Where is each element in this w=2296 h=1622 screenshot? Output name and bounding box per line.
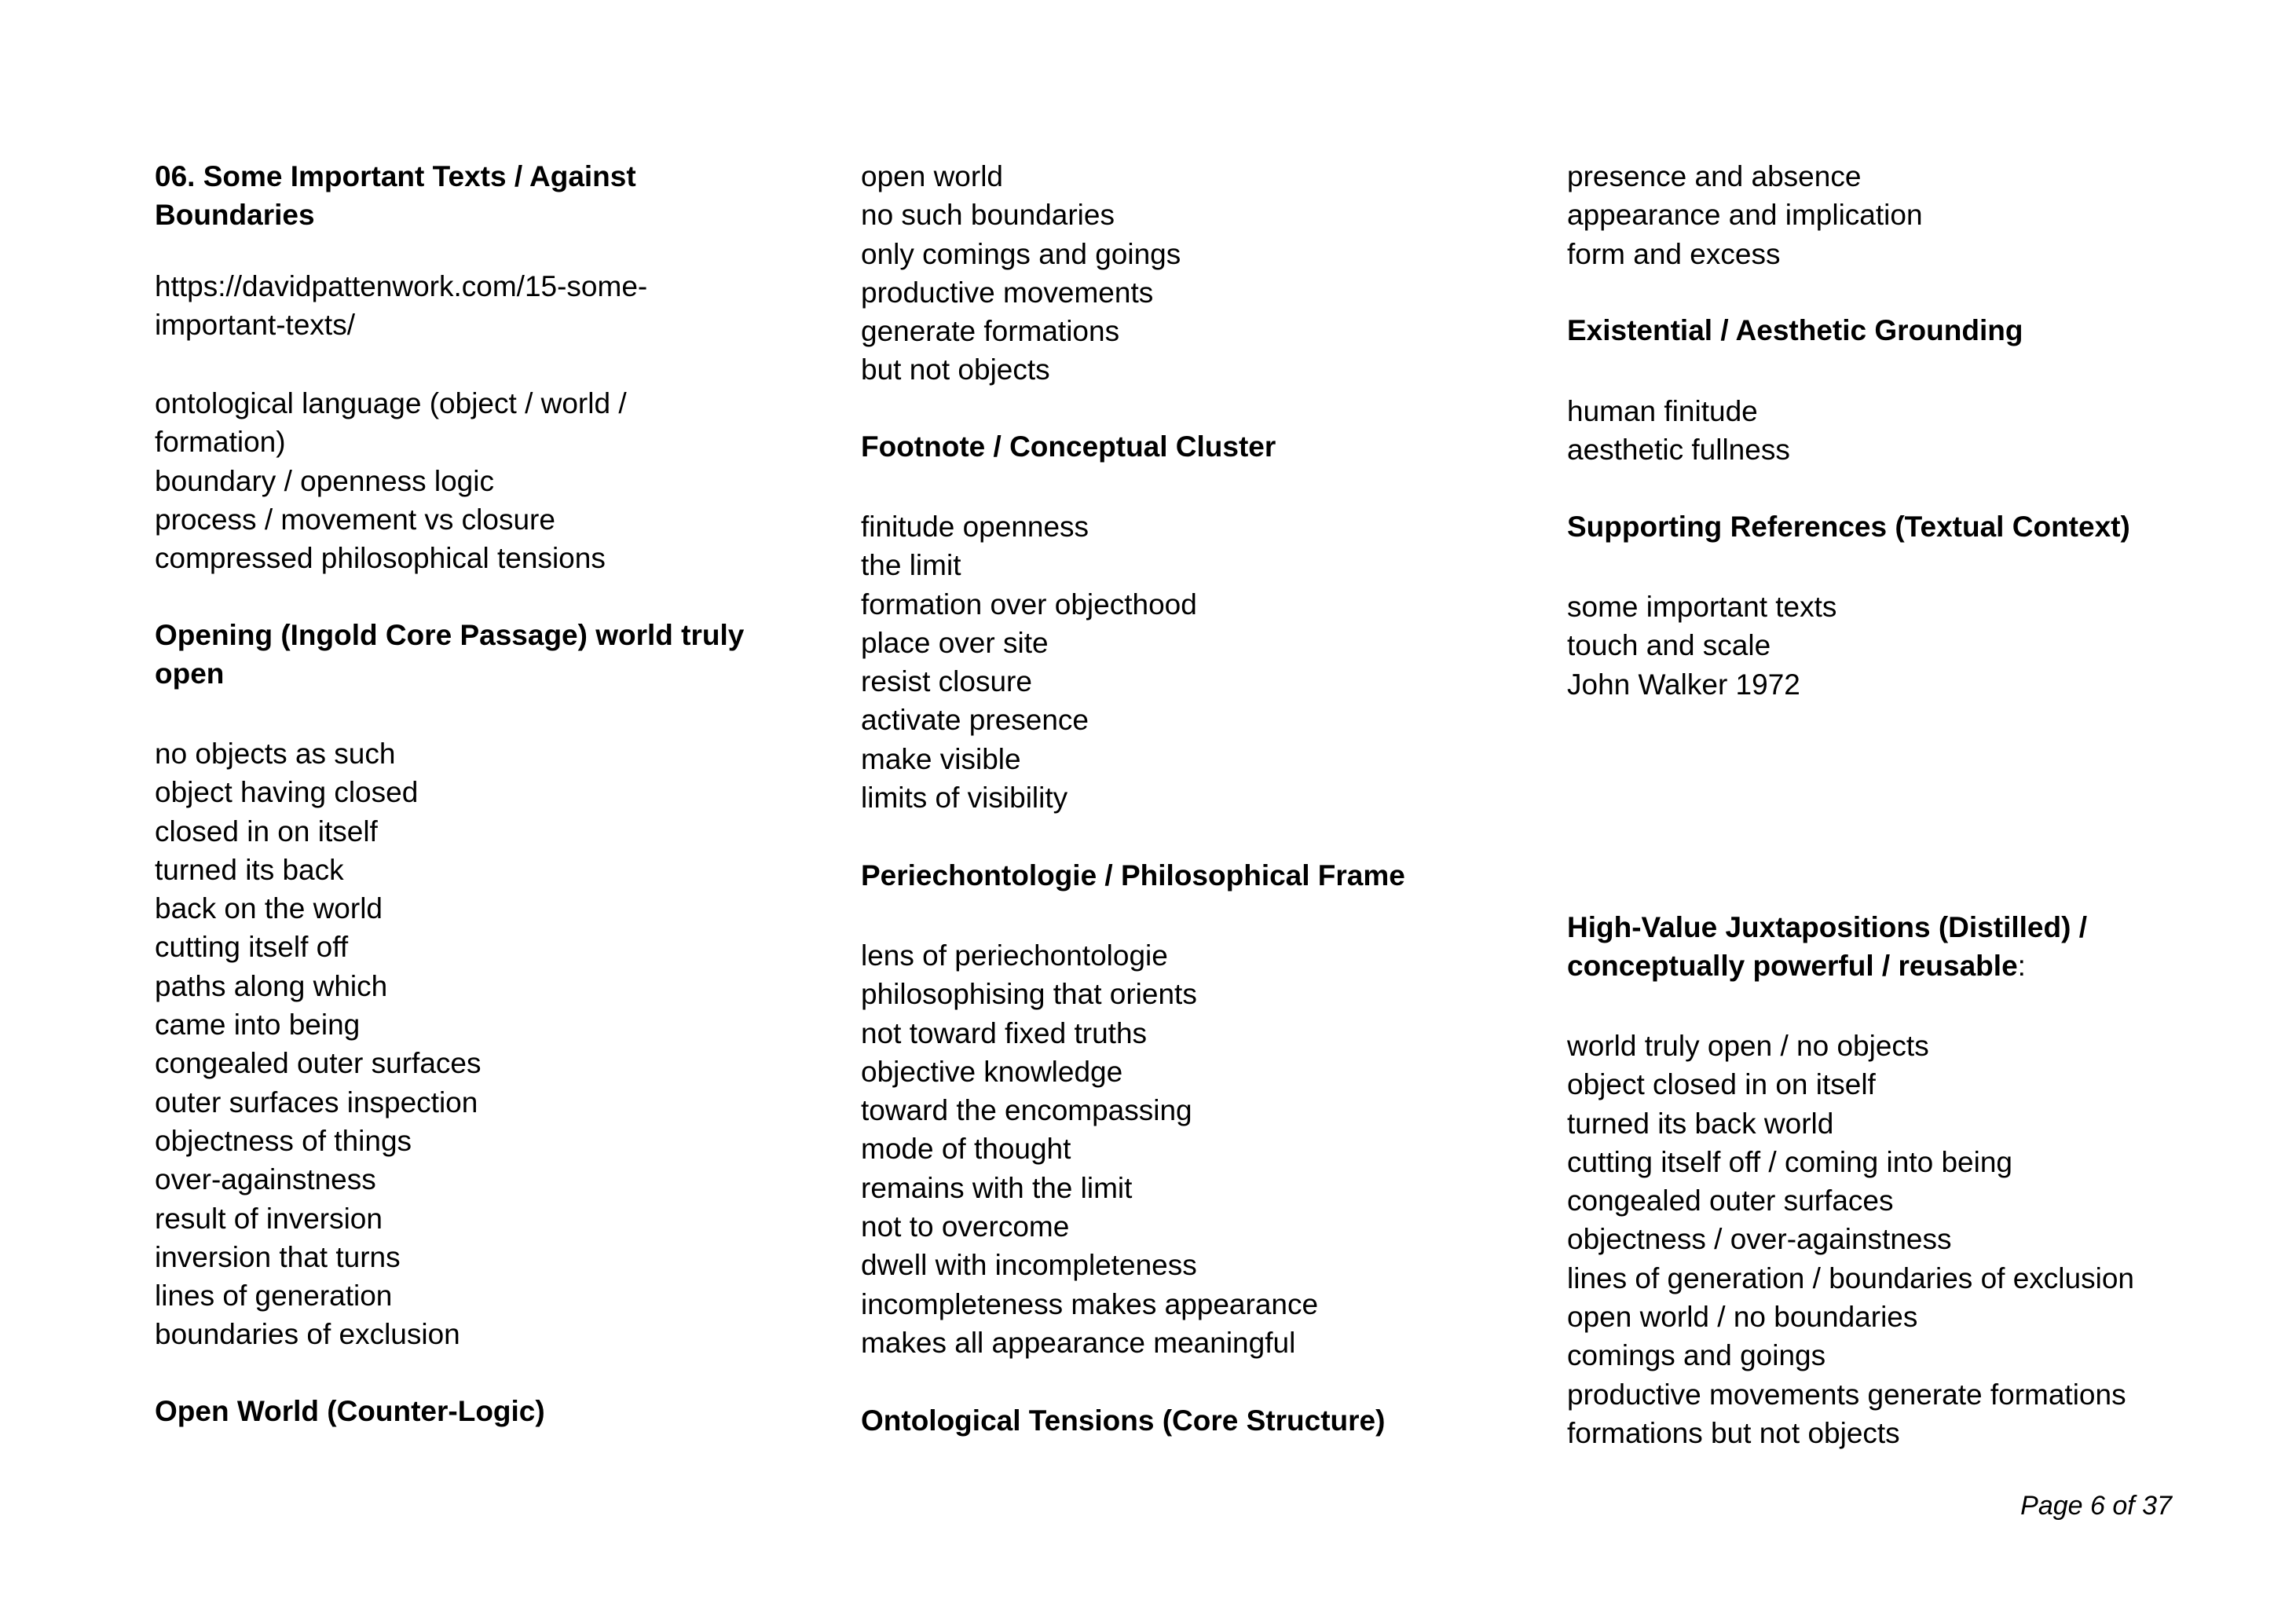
section-heading-title bbox=[155, 157, 767, 235]
section-heading-open-world bbox=[155, 1392, 767, 1430]
heading-line: 06. Some Important Texts / Against bbox=[155, 160, 636, 192]
tensions-list bbox=[1567, 157, 2188, 273]
text-line: process / movement vs closure bbox=[155, 503, 555, 536]
text-line: ontological language (object / world / bbox=[155, 387, 627, 419]
text-line: formation) bbox=[155, 426, 286, 459]
list-item: not toward fixed truths bbox=[861, 1016, 1148, 1049]
url-line[interactable]: https://davidpattenwork.com/15-some- bbox=[155, 270, 648, 302]
list-item: place over site bbox=[861, 626, 1049, 659]
list-item: formations but not objects bbox=[1567, 1416, 1900, 1449]
opening-phrase-list bbox=[155, 734, 767, 1354]
heading-line: Ontological Tensions (Core Structure) bbox=[861, 1404, 1386, 1437]
list-item: no such boundaries bbox=[861, 199, 1115, 232]
list-item: comings and goings bbox=[1567, 1339, 1826, 1372]
section-heading-supporting-references bbox=[1567, 507, 2188, 546]
list-item: inversion that turns bbox=[155, 1240, 401, 1273]
list-item: only comings and goings bbox=[861, 237, 1181, 270]
section-heading-existential bbox=[1567, 311, 2188, 350]
page-number: Page 6 of 37 bbox=[2020, 1491, 2172, 1521]
text-line: compressed philosophical tensions bbox=[155, 542, 606, 575]
list-item: mode of thought bbox=[861, 1133, 1071, 1166]
list-item: over-againstness bbox=[155, 1163, 376, 1196]
section-heading-periechontologie bbox=[861, 856, 1474, 895]
list-item: lines of generation bbox=[155, 1280, 393, 1313]
footnote-list bbox=[861, 507, 1474, 817]
list-item: closed in on itself bbox=[155, 815, 378, 848]
list-item: result of inversion bbox=[155, 1202, 383, 1235]
list-item: no objects as such bbox=[155, 738, 396, 770]
list-item: touch and scale bbox=[1567, 629, 1771, 662]
list-item: form and excess bbox=[1567, 237, 1781, 270]
heading-text: conceptually powerful / reusable bbox=[1567, 950, 2018, 983]
list-item: formation over objecthood bbox=[861, 588, 1197, 621]
list-item: make visible bbox=[861, 742, 1021, 775]
heading-line bbox=[1567, 946, 2188, 985]
summary-block bbox=[155, 384, 767, 577]
list-item: productive movements bbox=[861, 276, 1154, 309]
list-item: dwell with incompleteness bbox=[861, 1249, 1197, 1282]
list-item: objectness of things bbox=[155, 1124, 412, 1157]
list-item: not to overcome bbox=[861, 1210, 1070, 1243]
list-item: activate presence bbox=[861, 704, 1089, 737]
heading-line: Boundaries bbox=[155, 199, 315, 232]
source-url-link[interactable] bbox=[155, 267, 767, 345]
list-item: aesthetic fullness bbox=[1567, 434, 1790, 467]
list-item: congealed outer surfaces bbox=[155, 1047, 482, 1080]
list-item: lines of generation / boundaries of exclusion bbox=[1567, 1261, 2134, 1294]
heading-line: High-Value Juxtapositions (Distilled) / bbox=[1567, 911, 2087, 943]
list-item: open world / no boundaries bbox=[1567, 1301, 1918, 1334]
list-item: turned its back world bbox=[1567, 1107, 1834, 1140]
list-item: makes all appearance meaningful bbox=[861, 1326, 1296, 1359]
section-heading-high-value bbox=[1567, 908, 2188, 986]
list-item: the limit bbox=[861, 549, 961, 582]
list-item: object closed in on itself bbox=[1567, 1068, 1876, 1101]
heading-line: Footnote / Conceptual Cluster bbox=[861, 430, 1276, 463]
list-item: paths along which bbox=[155, 969, 388, 1002]
list-item: boundaries of exclusion bbox=[155, 1318, 460, 1351]
juxtapositions-list bbox=[1567, 1027, 2188, 1452]
list-item: generate formations bbox=[861, 315, 1120, 348]
list-item: turned its back bbox=[155, 853, 344, 886]
heading-line: Existential / Aesthetic Grounding bbox=[1567, 314, 2023, 346]
existential-list bbox=[1567, 392, 2188, 470]
list-item: congealed outer surfaces bbox=[1567, 1184, 1894, 1217]
list-item: resist closure bbox=[861, 665, 1032, 698]
list-item: objective knowledge bbox=[861, 1055, 1123, 1088]
list-item: productive movements generate formations bbox=[1567, 1378, 2126, 1411]
periechontologie-list bbox=[861, 936, 1474, 1362]
text-line: boundary / openness logic bbox=[155, 464, 494, 497]
list-item: toward the encompassing bbox=[861, 1094, 1192, 1127]
list-item: human finitude bbox=[1567, 395, 1758, 427]
list-item: cutting itself off / coming into being bbox=[1567, 1145, 2012, 1178]
list-item: limits of visibility bbox=[861, 782, 1068, 815]
list-item: cutting itself off bbox=[155, 931, 349, 964]
list-item: but not objects bbox=[861, 353, 1050, 386]
list-item: outer surfaces inspection bbox=[155, 1086, 478, 1119]
list-item: remains with the limit bbox=[861, 1171, 1133, 1204]
list-item: open world bbox=[861, 160, 1004, 192]
list-item: lens of periechontologie bbox=[861, 939, 1168, 972]
heading-line: Open World (Counter-Logic) bbox=[155, 1395, 545, 1427]
heading-line: open bbox=[155, 657, 225, 690]
url-line[interactable]: important-texts/ bbox=[155, 309, 355, 342]
list-item: philosophising that orients bbox=[861, 978, 1197, 1011]
section-heading-opening bbox=[155, 616, 767, 694]
section-heading-ontological-tensions bbox=[861, 1401, 1474, 1440]
heading-line: Periechontologie / Philosophical Frame bbox=[861, 859, 1405, 892]
list-item: presence and absence bbox=[1567, 160, 1862, 192]
list-item: incompleteness makes appearance bbox=[861, 1287, 1319, 1320]
list-item: John Walker 1972 bbox=[1567, 668, 1800, 701]
list-item: came into being bbox=[155, 1009, 361, 1042]
references-list bbox=[1567, 588, 2188, 704]
list-item: finitude openness bbox=[861, 511, 1089, 543]
heading-line: Supporting References (Textual Context) bbox=[1567, 511, 2130, 543]
list-item: appearance and implication bbox=[1567, 199, 1923, 232]
list-item: back on the world bbox=[155, 892, 383, 925]
list-item: some important texts bbox=[1567, 591, 1837, 623]
heading-line: Opening (Ingold Core Passage) world truly bbox=[155, 619, 745, 651]
heading-colon: : bbox=[2017, 950, 2026, 983]
list-item: objectness / over-againstness bbox=[1567, 1223, 1952, 1256]
list-item: world truly open / no objects bbox=[1567, 1030, 1929, 1062]
list-item: object having closed bbox=[155, 776, 419, 809]
open-world-list bbox=[861, 157, 1474, 390]
section-heading-footnote bbox=[861, 427, 1474, 466]
